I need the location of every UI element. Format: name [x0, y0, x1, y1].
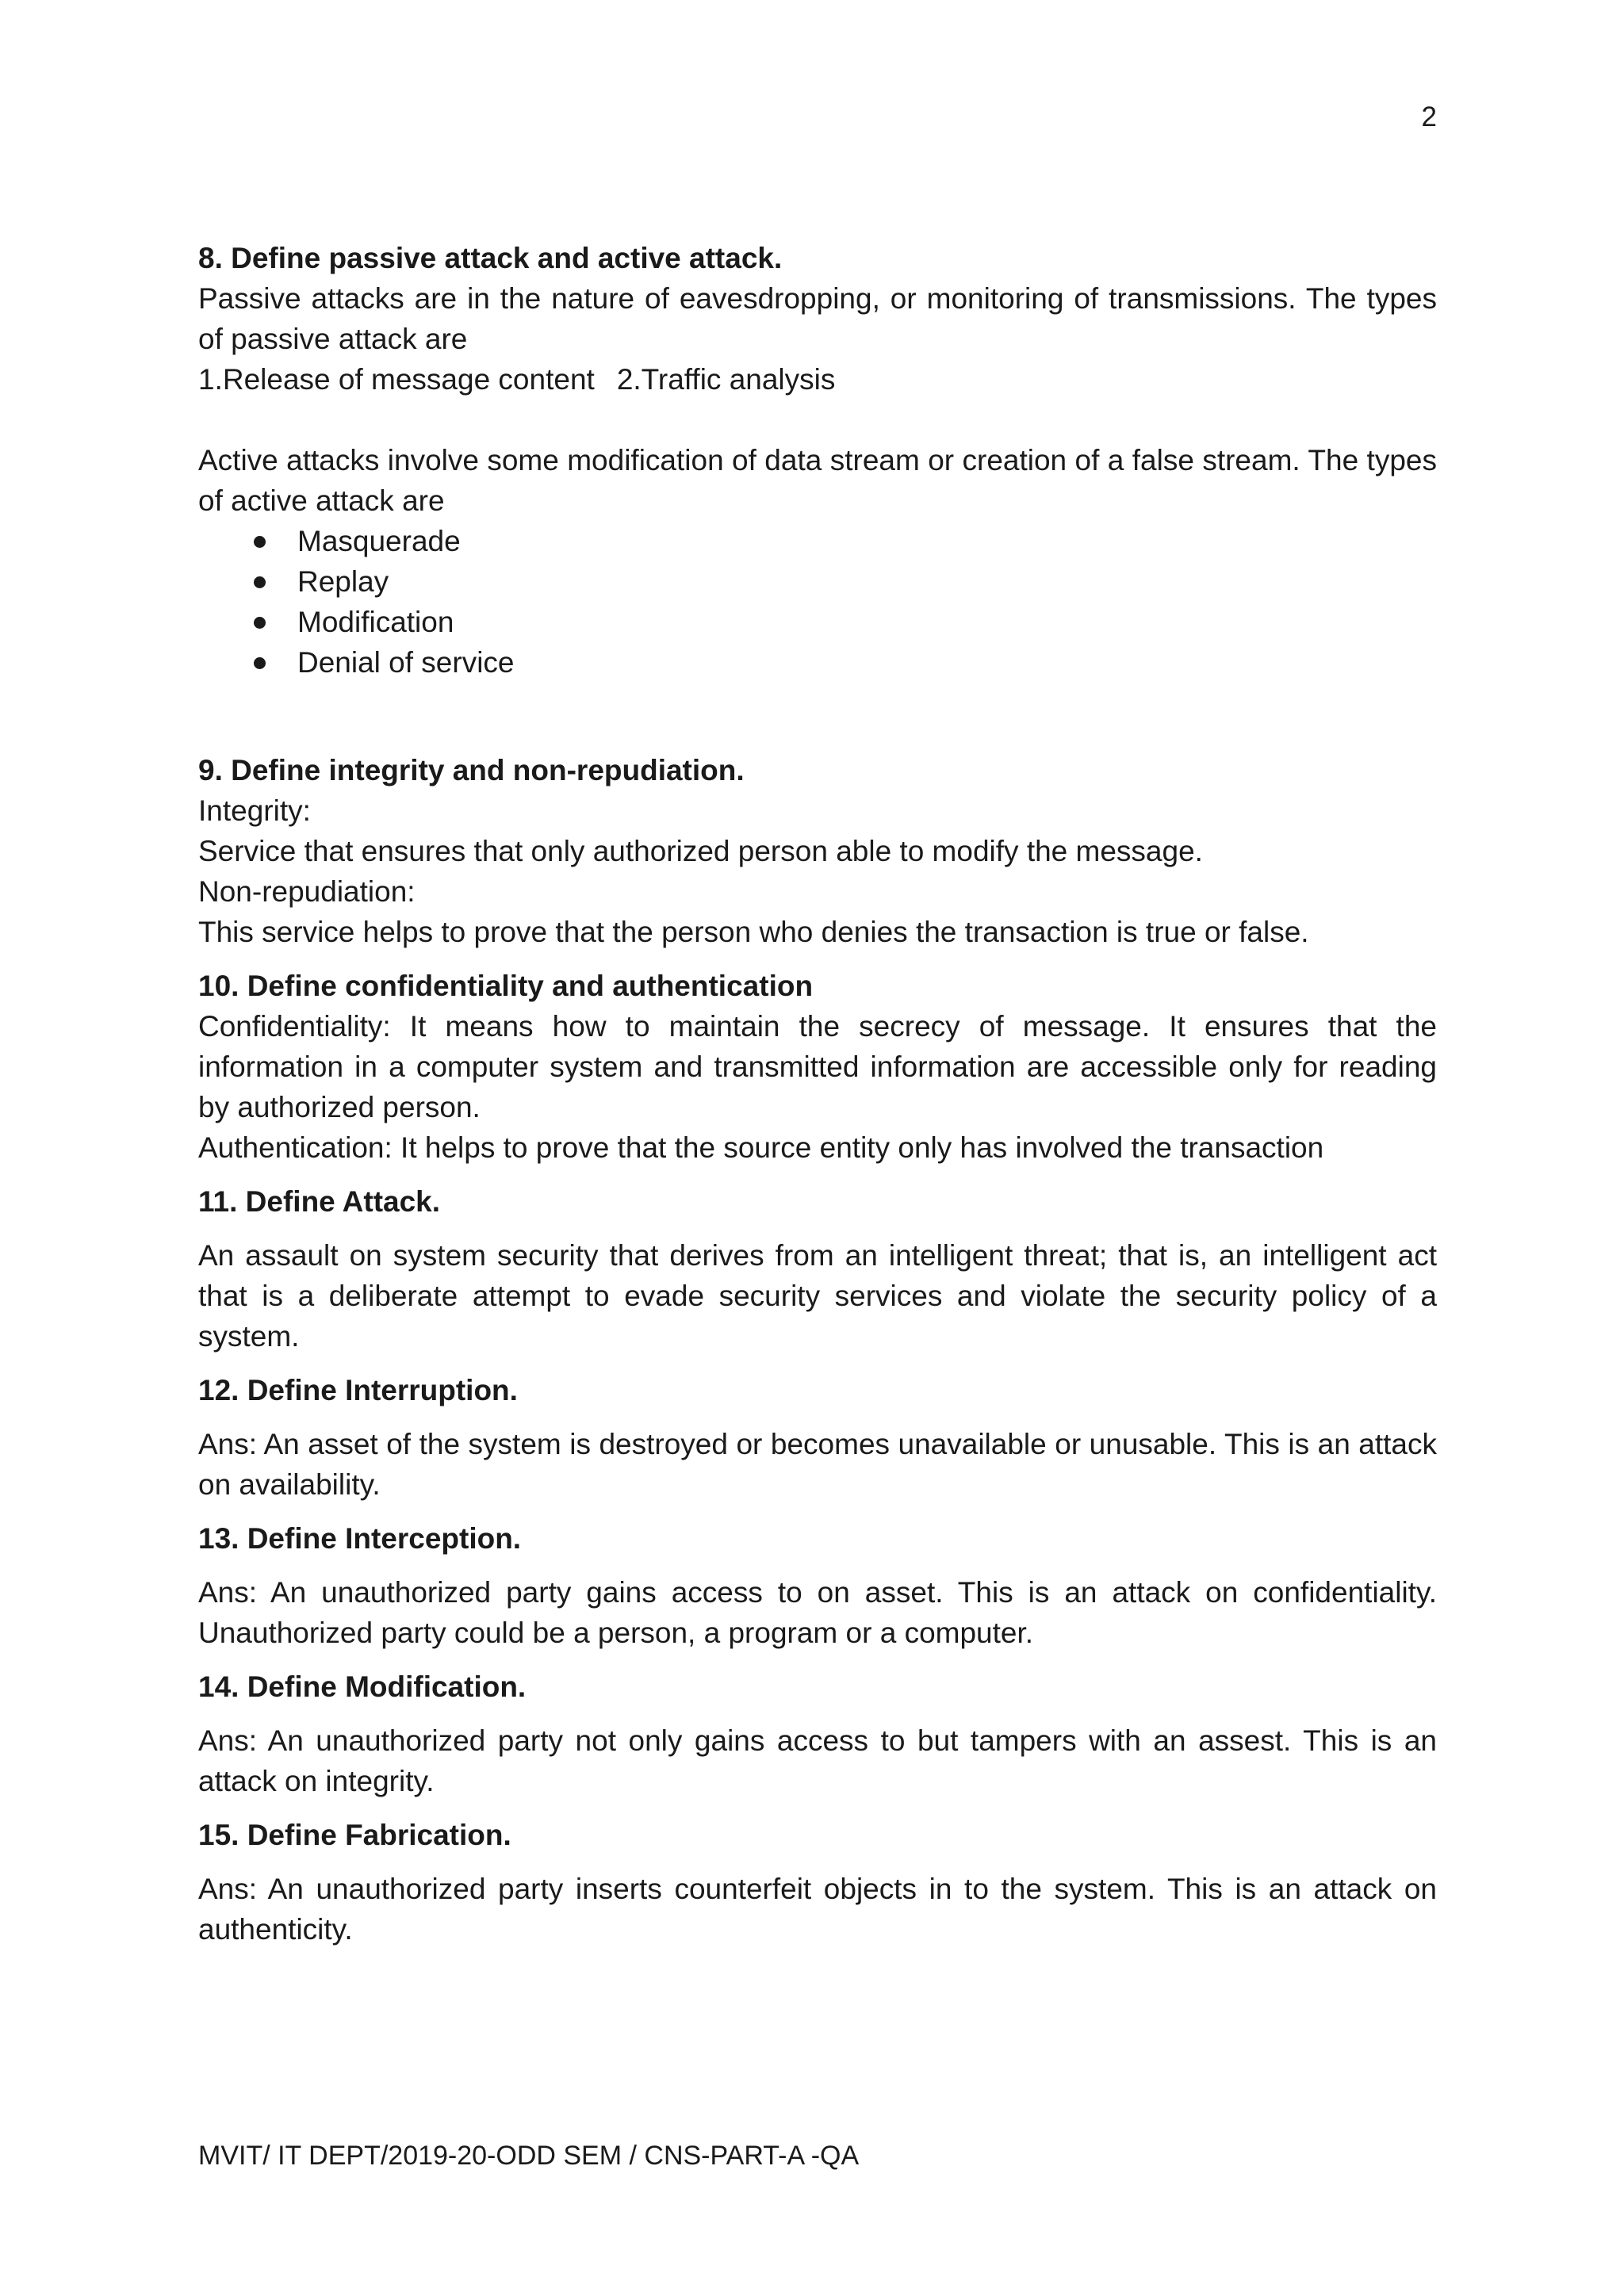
- active-attack-text: Active attacks involve some modification of data stream or creation of a false stream. The types of active attack are: [198, 444, 1437, 517]
- question-title: 8. Define passive attack and active attack.: [198, 242, 783, 274]
- question-title: 13. Define Interception.: [198, 1522, 522, 1555]
- question-title: 9. Define integrity and non-repudiation.: [198, 754, 745, 786]
- question-title: 11. Define Attack.: [198, 1185, 441, 1218]
- passive-attack-types: [198, 359, 1437, 400]
- active-attack-list: [198, 521, 1437, 683]
- answer-text: Ans: An unauthorized party gains access to on asset. This is an attack on confidentiality. Unauthorized party could be a person, a program or a computer.: [198, 1576, 1437, 1649]
- question-title: 14. Define Modification.: [198, 1670, 527, 1703]
- nonrepudiation-text: This service helps to prove that the person who denies the transaction is true or false.: [198, 916, 1309, 948]
- question-8: [198, 238, 1437, 683]
- answer-text: Ans: An unauthorized party not only gains access to but tampers with an assest. This is an attack on integrity.: [198, 1724, 1437, 1797]
- answer-text: An assault on system security that derives from an intelligent threat; that is, an intelligent act that is a deliberate attempt to evade security services and violate the security policy of a system.: [198, 1239, 1437, 1353]
- passive-type-2: 2.Traffic analysis: [616, 363, 836, 396]
- page-number: 2: [1421, 101, 1437, 132]
- list-item: Masquerade: [198, 521, 1437, 561]
- question-9: [198, 750, 1437, 952]
- bullet-icon: [254, 536, 266, 548]
- integrity-label: Integrity:: [198, 794, 311, 827]
- passive-attack-text: Passive attacks are in the nature of eavesdropping, or monitoring of transmissions. The types of passive attack are: [198, 282, 1437, 355]
- question-title: 15. Define Fabrication.: [198, 1819, 511, 1851]
- nonrepudiation-label: Non-repudiation:: [198, 875, 416, 908]
- bullet-icon: [254, 576, 266, 588]
- bullet-icon: [254, 617, 266, 629]
- question-14: [198, 1667, 1437, 1801]
- list-item: Denial of service: [198, 642, 1437, 683]
- question-11: [198, 1181, 1437, 1357]
- integrity-text: Service that ensures that only authorized person able to modify the message.: [198, 835, 1203, 867]
- question-10: [198, 966, 1437, 1168]
- passive-type-1: 1.Release of message content: [198, 363, 595, 396]
- document-body: [198, 238, 1437, 1950]
- answer-text: Ans: An unauthorized party inserts counterfeit objects in to the system. This is an attack on authenticity.: [198, 1873, 1437, 1946]
- question-12: [198, 1370, 1437, 1505]
- question-title: 10. Define confidentiality and authentication: [198, 970, 814, 1002]
- answer-text: Ans: An asset of the system is destroyed or becomes unavailable or unusable. This is an attack on availability.: [198, 1428, 1437, 1501]
- bullet-icon: [254, 657, 266, 669]
- page-footer: MVIT/ IT DEPT/2019-20-ODD SEM / CNS-PART-A -QA: [198, 2141, 860, 2171]
- authentication-text: Authentication: It helps to prove that the source entity only has involved the transaction: [198, 1131, 1324, 1164]
- list-item: Replay: [198, 561, 1437, 602]
- question-13: [198, 1518, 1437, 1653]
- question-title: 12. Define Interruption.: [198, 1374, 518, 1406]
- question-15: [198, 1815, 1437, 1950]
- confidentiality-text: Confidentiality: It means how to maintain the secrecy of message. It ensures that the information in a computer system and transmitted information are accessible only for reading by authorized person.: [198, 1010, 1437, 1123]
- list-item: Modification: [198, 602, 1437, 642]
